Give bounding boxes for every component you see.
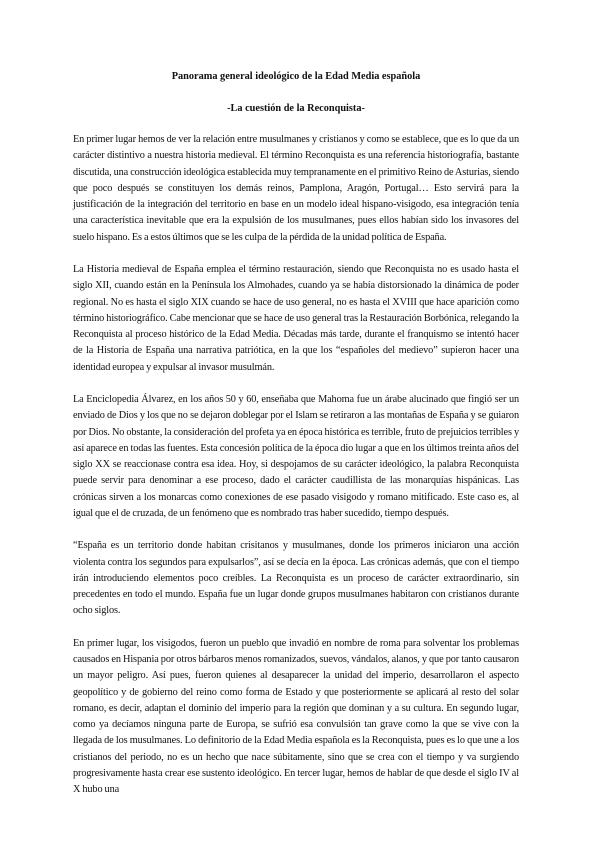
paragraph-2: La Historia medieval de España emplea el término restauración, siendo que Reconquista no es usado hasta el siglo XII, cuando están en la Península los Almohades, cuando ya se había distorsionado la dinámica de poder regional. No es hasta el siglo XIX cuando se hace de uso general, no es hasta el XVIII que hace aparición como término historiográfico. Cabe mencionar que se hace de uso general tras la Restauración Borbónica, relegando la Reconquista al proceso histórico de la Edad Media. Décadas más tarde, durante el franquismo se intentó hacer de la Historia de España una narrativa patriótica, en la que los “españoles del medievo” supieron hacer una identidad europea y expulsar al invasor musulmán. — [73, 264, 519, 373]
document-subtitle: -La cuestión de la Reconquista- — [227, 103, 365, 114]
document-page — [73, 70, 519, 798]
paragraph-5: En primer lugar, los visigodos, fueron un pueblo que invadió en nombre de roma para solventar los problemas causados en Hispania por otros bárbaros menos romanizados, suevos, vándalos, alanos, y que por tanto causaron un mayor peligro. Así pues, fueron quienes al desaparecer la unidad del imperio, desarrollaron el aspecto geopolítico y de gobierno del reino como forma de Estado y que posteriormente se aplicará al resto del solar romano, es decir, adaptan el dominio del imperio para la región que dominan y a su cultura. En segundo lugar, como ya decíamos ninguna parte de Europa, se sufrió esa convulsión tan grave como la que se vive con la llegada de los musulmanes. Lo definitorio de la Edad Media española es la Reconquista, pues es lo que une a los cristianos del periodo, no es un hecho que nace súbitamente, sino que se crea con el tiempo y va surgiendo progresivamente hasta crear ese sustento ideológico. En tercer lugar, hemos de hablar de que desde el siglo IV al X hubo una — [73, 637, 519, 796]
paragraph-3: La Enciclopedia Álvarez, en los años 50 y 60, enseñaba que Mahoma fue un árabe alucinado que fingió ser un enviado de Dios y los que no se dejaron doblegar por el Islam se retiraron a las montañas de España y se guiaron por Dios. No obstante, la consideración del profeta ya en época histórica es terrible, fruto de prejuicios terribles y así aparece en todas las fuentes. Esta concesión política de la época dio lugar a que en los últimos treinta años del siglo XX se reaccionase contra esa idea. Hoy, si despojamos de su carácter ideológico, la palabra Reconquista puede servir para denominar a ese proceso, dado el carácter caudillista de las monarquías hispánicas. Las crónicas sirven a los monarcas como conexiones de ese pasado visigodo y romano mitificado. Este caso es, al igual que el de cruzada, de un fenómeno que es nombrado tras haber sucedido, tiempo después. — [73, 394, 519, 519]
document-title: Panorama general ideológico de la Edad Media española — [171, 71, 421, 82]
paragraph-1: En primer lugar hemos de ver la relación entre musulmanes y cristianos y como se establece, que es lo que da un carácter distintivo a nuestra historia medieval. El término Reconquista es una referencia historiografía, bastante discutida, una construcción ideológica establecida muy tempranamente en el primitivo Reino de Asturias, siendo que poco después se constituyen los demás reinos, Pamplona, Aragón, Portugal… Esto servirá para la justificación de la integración del territorio en base en un modelo ideal hispano-visigodo, esa integración tenía una característica inevitable que era la expulsión de los musulmanes, pues ellos habían sido los invasores del suelo hispano. Es a estos últimos que se les culpa de la pérdida de la unidad política de España. — [73, 134, 519, 243]
paragraph-4: “España es un territorio donde habitan crisitanos y musulmanes, donde los primeros iniciaron una acción violenta contra los segundos para expulsarlos”, así se decía en la época. Las crónicas además, que con el tiempo irán introduciendo elementos poco creíbles. La Reconquista es un proceso de carácter extraordinario, sin precedentes en todo el mundo. España fue un lugar donde grupos musulmanes habitaron con cristianos durante ocho siglos. — [73, 540, 519, 617]
document-body — [73, 132, 519, 798]
